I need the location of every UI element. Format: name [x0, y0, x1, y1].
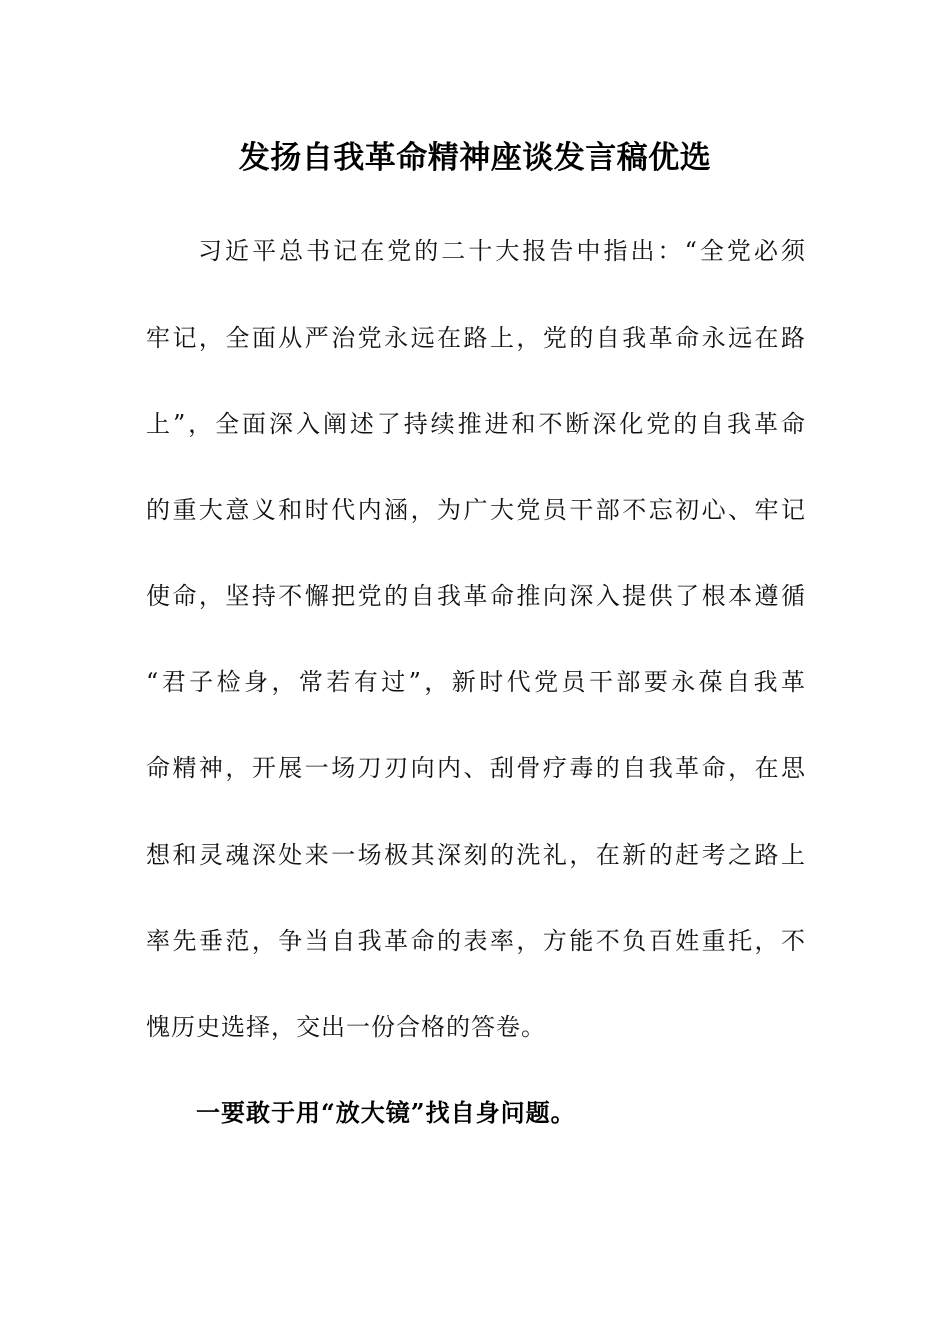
paragraph-line: 想和灵魂深处来一场极其深刻的洗礼，在新的赶考之路上 [146, 841, 806, 869]
paragraph-line: 牢记，全面从严治党永远在路上，党的自我革命永远在路 [146, 324, 806, 352]
paragraph-line: 使命，坚持不懈把党的自我革命推向深入提供了根本遵循 [146, 582, 806, 610]
document-title: 发扬自我革命精神座谈发言稿优选 [238, 140, 712, 176]
paragraph-line: 的重大意义和时代内涵，为广大党员干部不忘初心、牢记 [146, 496, 806, 524]
paragraph-line: 上”，全面深入阐述了持续推进和不断深化党的自我革命 [146, 410, 806, 438]
paragraph-line: 率先垂范，争当自我革命的表率，方能不负百姓重托，不 [146, 927, 806, 955]
paragraph-line: 命精神，开展一场刀刃向内、刮骨疗毒的自我革命，在思 [146, 754, 806, 782]
section-heading: 一要敢于用“放大镜”找自身问题。 [196, 1098, 576, 1127]
paragraph-line: “君子检身，常若有过”，新时代党员干部要永葆自我革 [146, 668, 806, 696]
paragraph-line: 愧历史选择，交出一份合格的答卷。 [146, 1013, 546, 1041]
paragraph-line: 习近平总书记在党的二十大报告中指出：“全党必须 [198, 237, 806, 265]
